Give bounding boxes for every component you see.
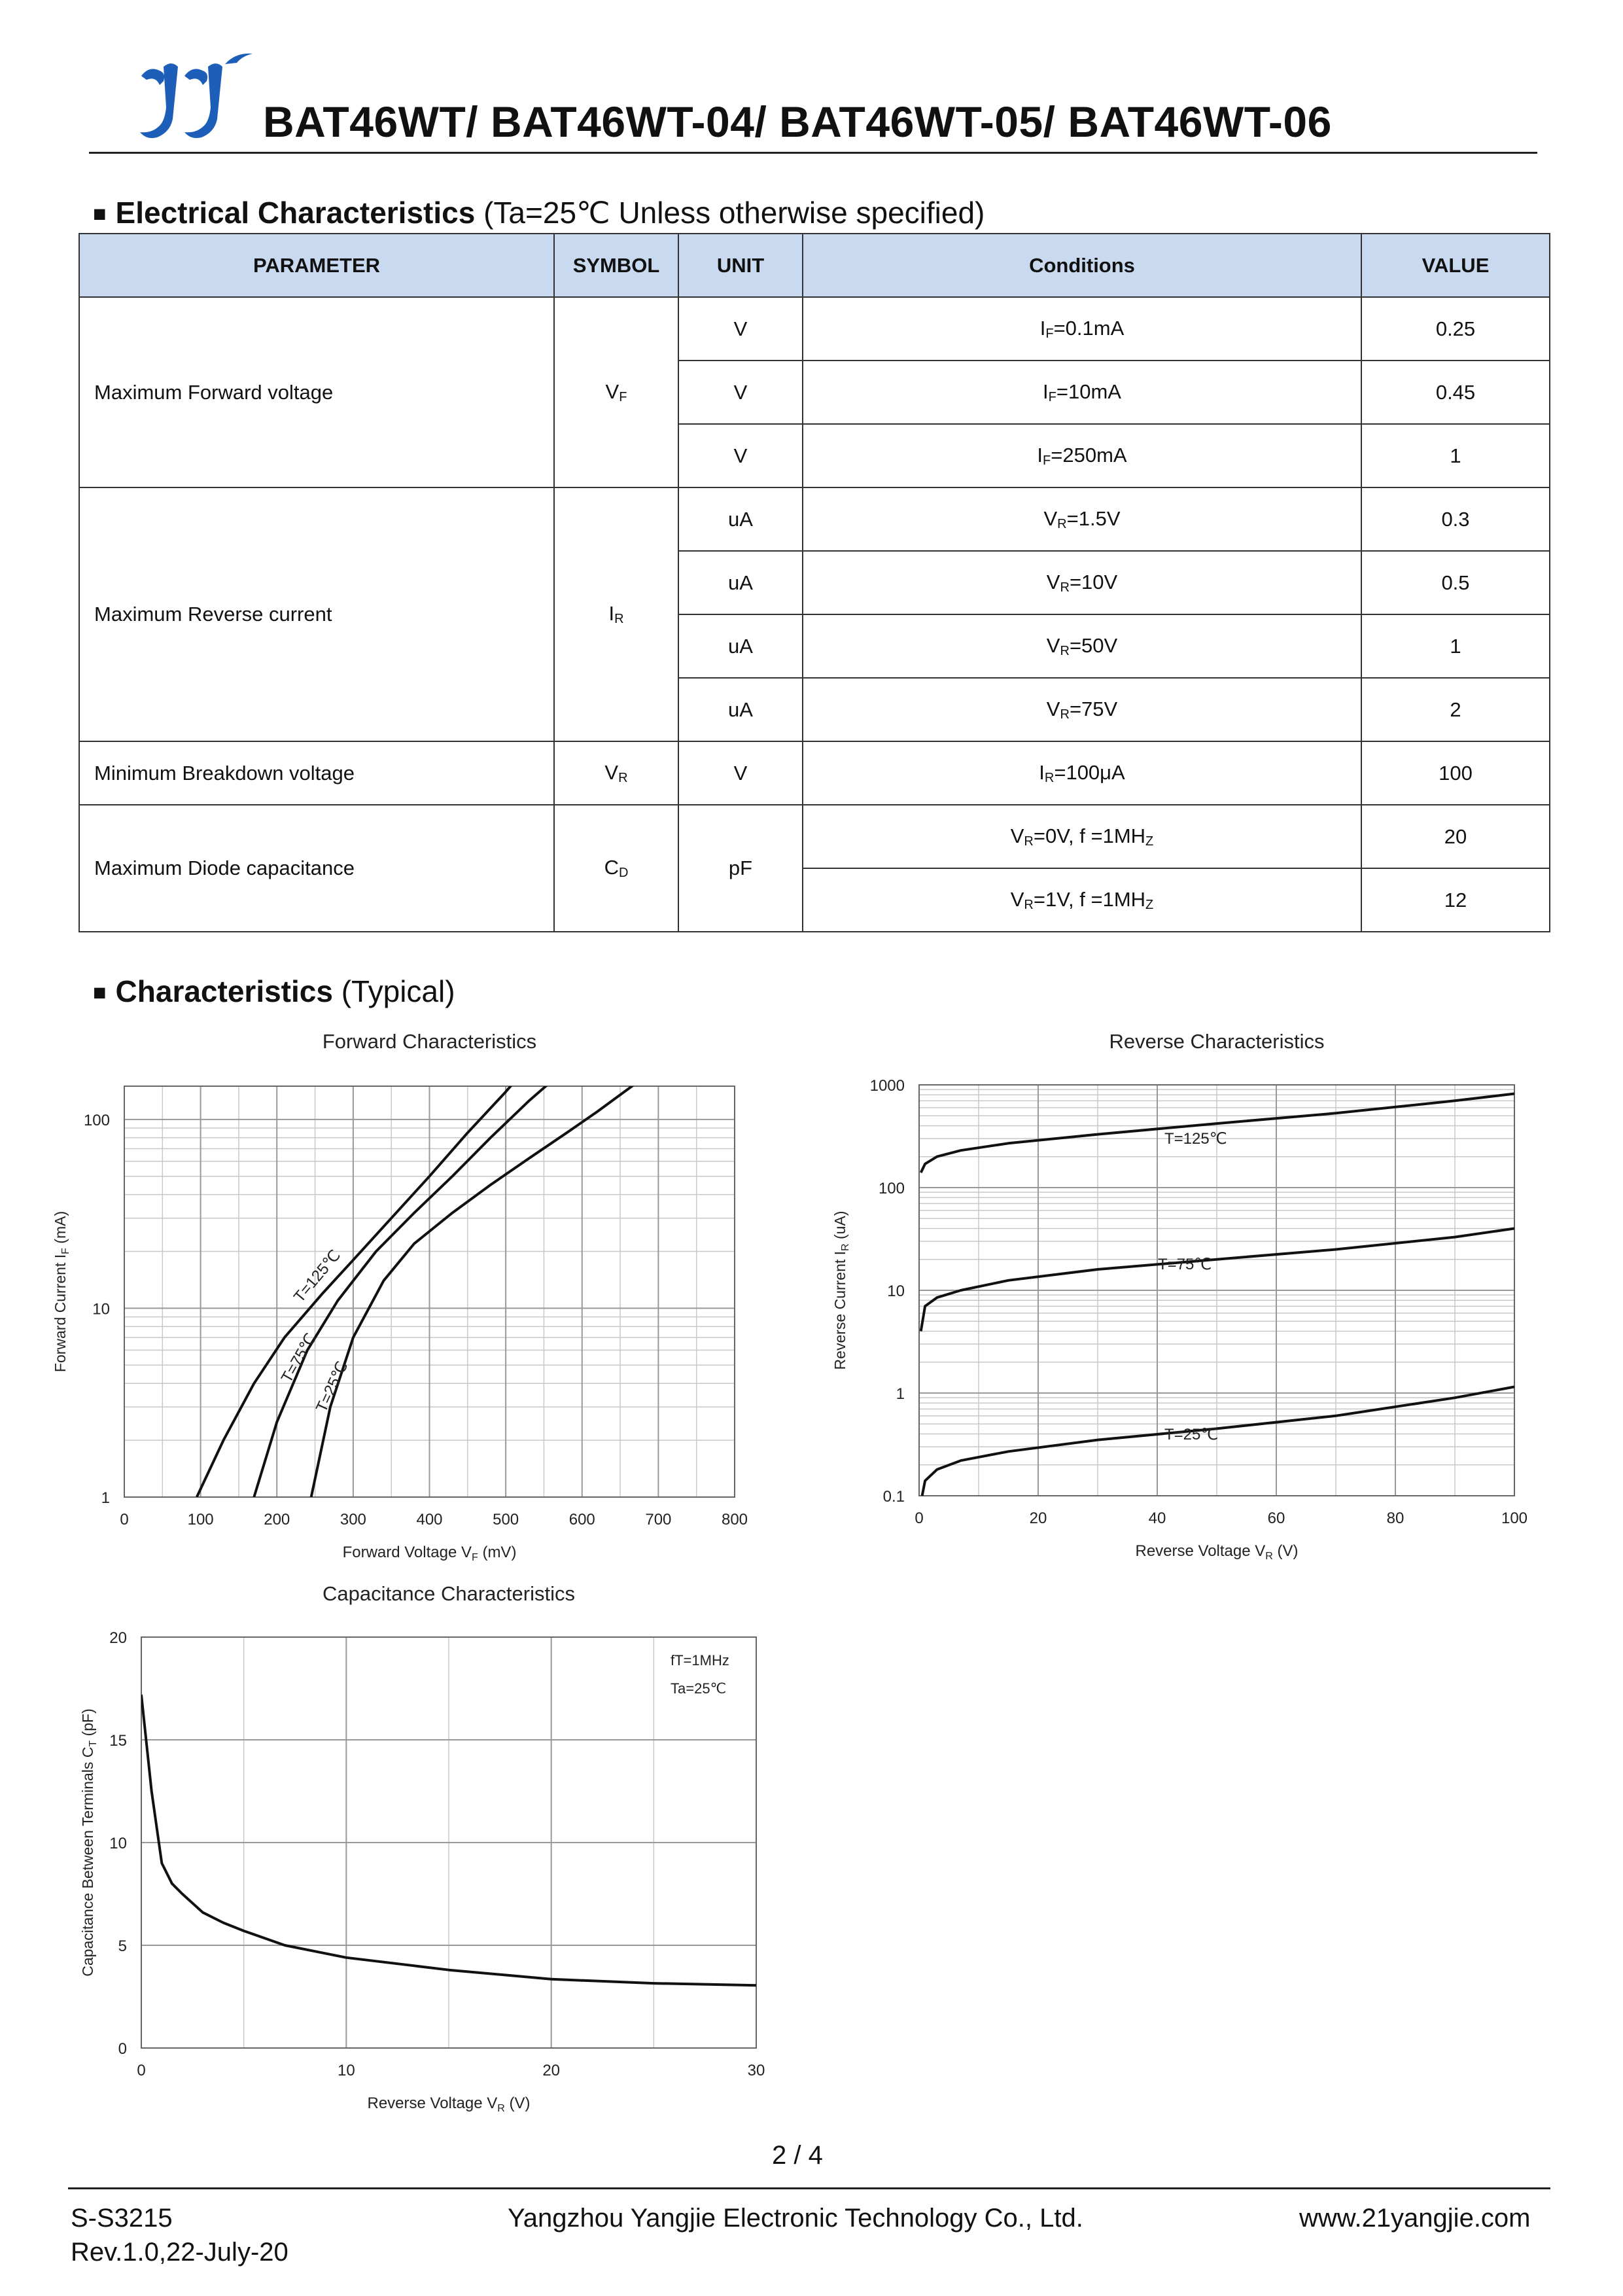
x-tick-label: 20 [1029, 1510, 1047, 1527]
x-tick-label: 500 [493, 1511, 519, 1528]
x-tick-label: 80 [1386, 1510, 1405, 1527]
y-tick-label: 100 [878, 1180, 905, 1197]
unit-cell: pF [678, 805, 803, 932]
value-cell: 0.5 [1361, 551, 1550, 614]
curve-annotation: Ta=25℃ [671, 1680, 727, 1697]
electrical-characteristics-table [79, 233, 1550, 932]
column-header: SYMBOL [554, 234, 678, 297]
characteristics-section-heading [93, 974, 455, 1009]
y-tick-label: 5 [118, 1937, 127, 1955]
symbol-cell: $V_F$ [554, 297, 678, 487]
value-cell: 2 [1361, 678, 1550, 741]
x-tick-label: 100 [1501, 1510, 1528, 1527]
value-cell: 1 [1361, 614, 1550, 678]
parameter-cell: Maximum Forward voltage [79, 297, 554, 487]
column-header: PARAMETER [79, 234, 554, 297]
symbol-cell: $V_R$ [554, 741, 678, 805]
yangjie-logo-icon [137, 47, 262, 145]
curve-annotation: T=25℃ [312, 1358, 352, 1415]
curve-annotation: T=125℃ [1164, 1130, 1227, 1148]
x-axis-label: Forward Voltage $V_F$ (mV) [342, 1544, 517, 1563]
y-tick-label: 1000 [869, 1077, 905, 1095]
unit-cell: uA [678, 614, 803, 678]
condition-cell: $V_R=50V$ [803, 614, 1361, 678]
value-cell: 0.3 [1361, 487, 1550, 551]
x-tick-label: 0 [120, 1511, 129, 1528]
electrical-heading-conditions: (Ta=25℃ Unless otherwise specified) [483, 196, 985, 230]
x-tick-label: 400 [416, 1511, 443, 1528]
y-axis-label: Capacitance Between Terminals $C_T$ (pF) [79, 1708, 99, 1977]
forward-characteristics-chart [39, 1021, 772, 1570]
curve-annotation: T=75℃ [277, 1330, 321, 1386]
x-tick-label: 700 [645, 1511, 672, 1528]
x-tick-label: 30 [747, 2062, 765, 2079]
value-cell: 100 [1361, 741, 1550, 805]
table-header-row [79, 234, 1550, 297]
symbol-cell: $I_R$ [554, 487, 678, 741]
curve-annotation: fT=1MHz [671, 1652, 729, 1669]
curve-annotation: T=25℃ [1164, 1426, 1219, 1443]
x-tick-label: 60 [1267, 1510, 1285, 1527]
x-tick-label: 20 [542, 2062, 561, 2079]
condition-cell: $V_R=1.5V$ [803, 487, 1361, 551]
parameter-cell: Maximum Diode capacitance [79, 805, 554, 932]
value-cell: 0.45 [1361, 361, 1550, 424]
page-number: 2 / 4 [772, 2141, 823, 2170]
reverse-characteristics-chart [818, 1021, 1550, 1570]
characteristics-heading-typical: (Typical) [341, 974, 455, 1008]
square-bullet-icon: ■ [93, 980, 107, 1005]
symbol-cell: $C_D$ [554, 805, 678, 932]
value-cell: 12 [1361, 868, 1550, 932]
y-tick-label: 0 [118, 2040, 127, 2058]
table-row [79, 805, 1550, 868]
condition-cell: $I_R=100\mu A$ [803, 741, 1361, 805]
series-line [254, 1038, 612, 1497]
unit-cell: uA [678, 487, 803, 551]
curve-annotation: T=75℃ [1158, 1256, 1212, 1273]
value-cell: 0.25 [1361, 297, 1550, 361]
x-axis-label: Reverse Voltage $V_R$ (V) [1135, 1542, 1299, 1562]
value-cell: 20 [1361, 805, 1550, 868]
x-tick-label: 300 [340, 1511, 366, 1528]
footer-divider [68, 2187, 1550, 2189]
square-bullet-icon: ■ [93, 202, 107, 226]
condition-cell: $V_R=0V$, $f =1MH_Z$ [803, 805, 1361, 868]
x-tick-label: 200 [264, 1511, 290, 1528]
characteristics-heading-bold: Characteristics [115, 974, 333, 1008]
series-line [197, 1048, 544, 1497]
capacitance-characteristics-chart [39, 1577, 772, 2133]
condition-cell: $V_R=10V$ [803, 551, 1361, 614]
website-link[interactable]: www.21yangjie.com [1299, 2204, 1531, 2233]
y-tick-label: 10 [92, 1300, 110, 1318]
condition-cell: $I_F=0.1mA$ [803, 297, 1361, 361]
x-tick-label: 600 [568, 1511, 595, 1528]
column-header: VALUE [1361, 234, 1550, 297]
curve-annotation: T=125℃ [290, 1246, 345, 1306]
y-tick-label: 20 [109, 1629, 127, 1647]
y-tick-label: 1 [896, 1385, 905, 1403]
unit-cell: V [678, 424, 803, 487]
x-tick-label: 10 [337, 2062, 355, 2079]
y-tick-label: 1 [101, 1489, 110, 1507]
company-name: Yangzhou Yangjie Electronic Technology Co., Ltd. [508, 2204, 1083, 2233]
y-tick-label: 100 [83, 1111, 110, 1129]
unit-cell: V [678, 741, 803, 805]
table-row [79, 297, 1550, 361]
table-row [79, 741, 1550, 805]
x-tick-label: 0 [915, 1510, 924, 1527]
x-tick-label: 40 [1148, 1510, 1166, 1527]
y-axis-label: Reverse Current $I_R$ (uA) [831, 1210, 851, 1370]
document-title: BAT46WT/ BAT46WT-04/ BAT46WT-05/ BAT46WT-06 [263, 97, 1332, 146]
x-tick-label: 0 [137, 2062, 146, 2079]
value-cell: 1 [1361, 424, 1550, 487]
electrical-heading-bold: Electrical Characteristics [115, 196, 476, 230]
y-tick-label: 0.1 [882, 1488, 905, 1506]
chart-title: Reverse Characteristics [1109, 1030, 1325, 1053]
chart-title: Forward Characteristics [322, 1030, 537, 1053]
parameter-cell: Minimum Breakdown voltage [79, 741, 554, 805]
header-divider [89, 152, 1537, 154]
y-tick-label: 10 [887, 1282, 905, 1300]
unit-cell: uA [678, 678, 803, 741]
y-axis-label: Forward Current $I_F$ (mA) [52, 1210, 71, 1373]
condition-cell: $V_R=1V$, $f =1MH_Z$ [803, 868, 1361, 932]
column-header: UNIT [678, 234, 803, 297]
column-header: Conditions [803, 234, 1361, 297]
unit-cell: V [678, 361, 803, 424]
revision-label: Rev.1.0,22-July-20 [71, 2238, 288, 2267]
x-tick-label: 100 [187, 1511, 214, 1528]
unit-cell: V [678, 297, 803, 361]
x-tick-label: 800 [721, 1511, 748, 1528]
unit-cell: uA [678, 551, 803, 614]
series-line [921, 1229, 1514, 1332]
condition-cell: $V_R=75V$ [803, 678, 1361, 741]
electrical-section-heading [93, 195, 985, 230]
condition-cell: $I_F=10mA$ [803, 361, 1361, 424]
table-row [79, 487, 1550, 551]
y-tick-label: 15 [109, 1732, 127, 1750]
x-axis-label: Reverse Voltage $V_R$ (V) [367, 2094, 531, 2114]
condition-cell: $I_F=250mA$ [803, 424, 1361, 487]
chart-title: Capacitance Characteristics [323, 1582, 575, 1605]
document-code: S-S3215 [71, 2204, 173, 2233]
series-line [311, 1067, 659, 1497]
y-tick-label: 10 [109, 1835, 127, 1852]
parameter-cell: Maximum Reverse current [79, 487, 554, 741]
